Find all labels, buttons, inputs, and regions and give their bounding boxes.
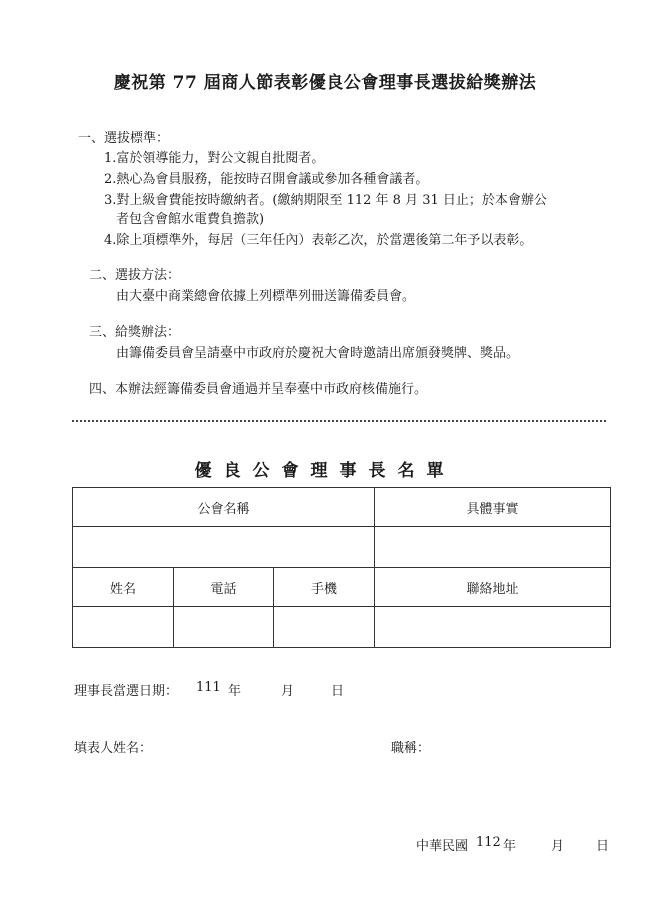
election-date-label: 理事長當選日期：: [74, 684, 179, 699]
sign-date-day-unit: 日: [596, 839, 610, 854]
cell-concrete-facts[interactable]: [375, 527, 611, 568]
dotted-separator: [72, 420, 606, 422]
roster-input-row-2: [73, 607, 611, 648]
header-name: 姓名: [73, 568, 174, 607]
section-1-item-4: 4.除上項標準外，每居（三年任內）表彰乙次，於當選後第二年予以表彰。: [104, 233, 533, 248]
section-1-item-1: 1.富於領導能力，對公文親自批閱者。: [104, 151, 325, 166]
header-address: 聯絡地址: [375, 568, 611, 607]
election-month-unit: 月: [281, 684, 295, 699]
header-association-name: 公會名稱: [73, 488, 375, 527]
section-4-heading: 四、本辦法經籌備委員會通過并呈奉臺中市政府核備施行。: [89, 382, 428, 397]
election-year-value: 111: [196, 680, 221, 695]
cell-phone[interactable]: [174, 607, 274, 648]
roster-input-row-1: [73, 527, 611, 568]
roster-title: 優良公會理事長名單: [194, 461, 456, 481]
header-concrete-facts: 具體事實: [375, 488, 611, 527]
cell-name[interactable]: [73, 607, 174, 648]
cell-association-name[interactable]: [73, 527, 375, 568]
header-mobile: 手機: [274, 568, 375, 607]
cell-address[interactable]: [375, 607, 611, 648]
section-2-heading: 二、選拔方法：: [89, 268, 181, 283]
filler-name-label: 填表人姓名：: [74, 741, 153, 756]
roster-header-row-1: [73, 488, 611, 527]
roster-table: [72, 487, 611, 648]
section-1-heading: 一、選拔標準：: [78, 131, 170, 146]
section-3-item-1: 由籌備委員會呈請臺中市政府於慶祝大會時邀請出席頒發獎牌、獎品。: [116, 346, 520, 361]
sign-date-month-unit: 月: [551, 839, 565, 854]
election-day-unit: 日: [331, 684, 345, 699]
section-1-item-3-cont: 者包含會館水電費負擔款): [116, 212, 265, 227]
document-title: 慶祝第 77 屆商人節表彰優良公會理事長選拔給獎辦法: [113, 73, 537, 93]
election-year-unit: 年: [228, 684, 242, 699]
sign-date-year-unit: 年: [503, 839, 517, 854]
roster-header-row-2: [73, 568, 611, 607]
sign-date-year: 112: [476, 835, 501, 850]
section-2-item-1: 由大臺中商業總會依據上列標準列冊送籌備委員會。: [116, 289, 416, 304]
section-3-heading: 三、給獎辦法：: [89, 325, 181, 340]
sign-date-era: 中華民國: [416, 839, 469, 854]
job-title-label: 職稱：: [391, 741, 431, 756]
header-phone: 電話: [174, 568, 274, 607]
section-1-item-3: 3.對上級會費能按時繳納者。(繳納期限至 112 年 8 月 31 日止；於本會辦公: [104, 193, 547, 208]
section-1-item-2: 2.熱心為會員服務，能按時召開會議或參加各種會議者。: [104, 172, 429, 187]
cell-mobile[interactable]: [274, 607, 375, 648]
